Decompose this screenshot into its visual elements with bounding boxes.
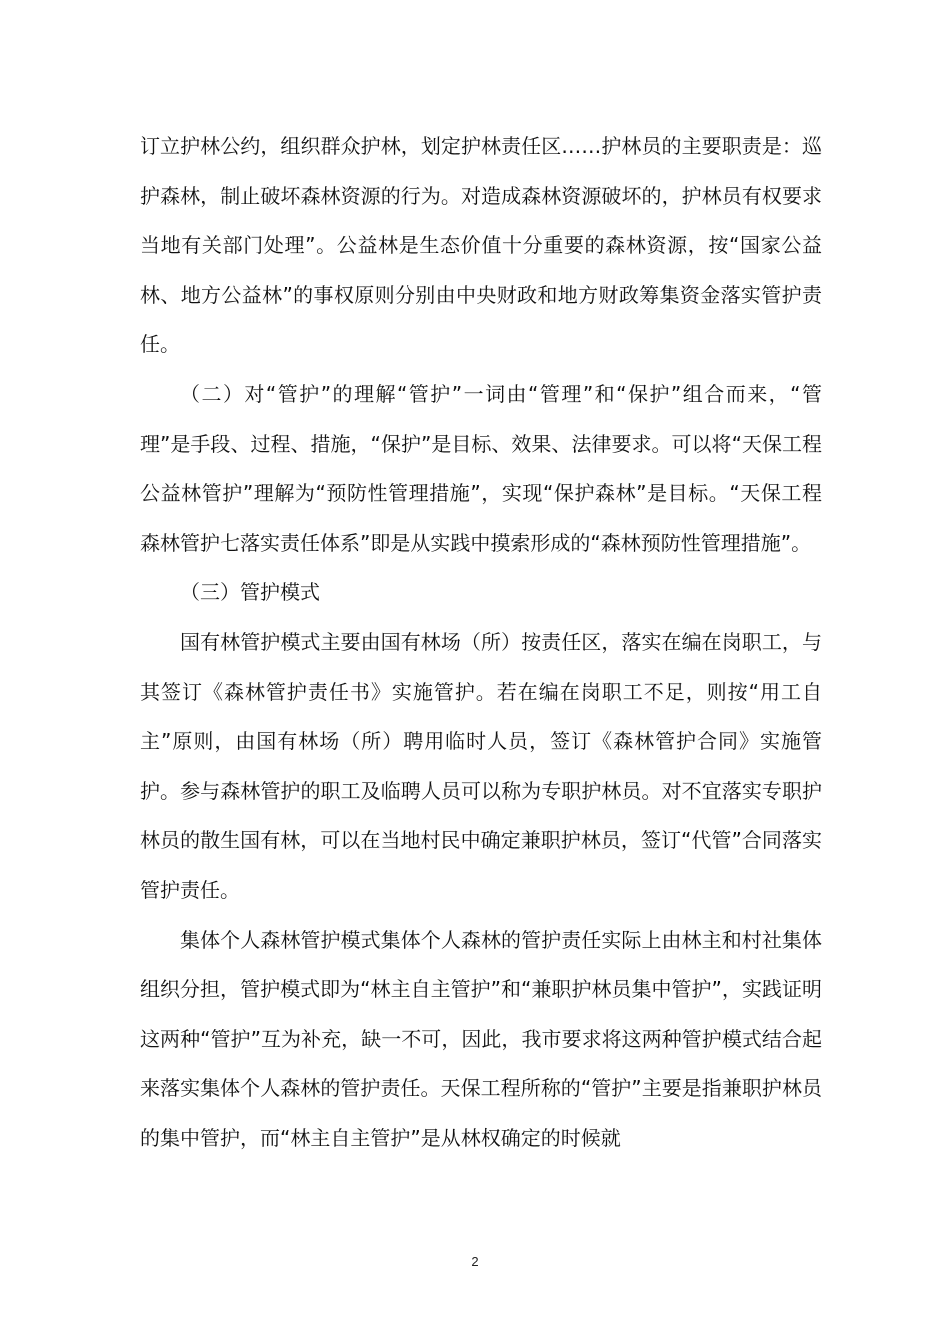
section-heading-management-mode: （三）管护模式	[180, 580, 320, 605]
paragraph-understanding-guanhu: （二）对“管护”的理解“管护”一词由“管理”和“保护”组合而来，“管理”是手段、过程、措施，“保护”是目标、效果、法律要求。可以将“天保工程公益林管护”理解为“预防性管理措施”，实现“保护森林”是目标。“天保工程森林管护七落实责任体系”即是从实践中摸索形成的“森林预防性管理措施”。	[140, 381, 822, 555]
paragraph-collective-forest-mode: 集体个人森林管护模式集体个人森林的管护责任实际上由林主和村社集体组织分担，管护模式即为“林主自主管护”和“兼职护林员集中管护”，实践证明这两种“管护”互为补充，缺一不可，因此，我市要求将这两种管护模式结合起来落实集体个人森林的管护责任。天保工程所称的“管护”主要是指兼职护林员的集中管护，而“林主自主管护”是从林权确定的时候就	[140, 927, 822, 1150]
page-number: 2	[471, 1254, 479, 1269]
document-body	[140, 122, 822, 1163]
paragraph-state-forest-mode: 国有林管护模式主要由国有林场（所）按责任区，落实在编在岗职工，与其签订《森林管护责任书》实施管护。若在编在岗职工不足，则按“用工自主”原则，由国有林场（所）聘用临时人员，签订《森林管护合同》实施管护。参与森林管护的职工及临聘人员可以称为专职护林员。对不宜落实专职护林员的散生国有林，可以在当地村民中确定兼职护林员，签订“代管”合同落实管护责任。	[140, 629, 822, 902]
paragraph-forest-duties: 订立护林公约，组织群众护林，划定护林责任区……护林员的主要职责是：巡护森林，制止破坏森林资源的行为。对造成森林资源破坏的，护林员有权要求当地有关部门处理”。公益林是生态价值十分重要的森林资源，按“国家公益林、地方公益林”的事权原则分别由中央财政和地方财政筹集资金落实管护责任。	[140, 134, 822, 357]
